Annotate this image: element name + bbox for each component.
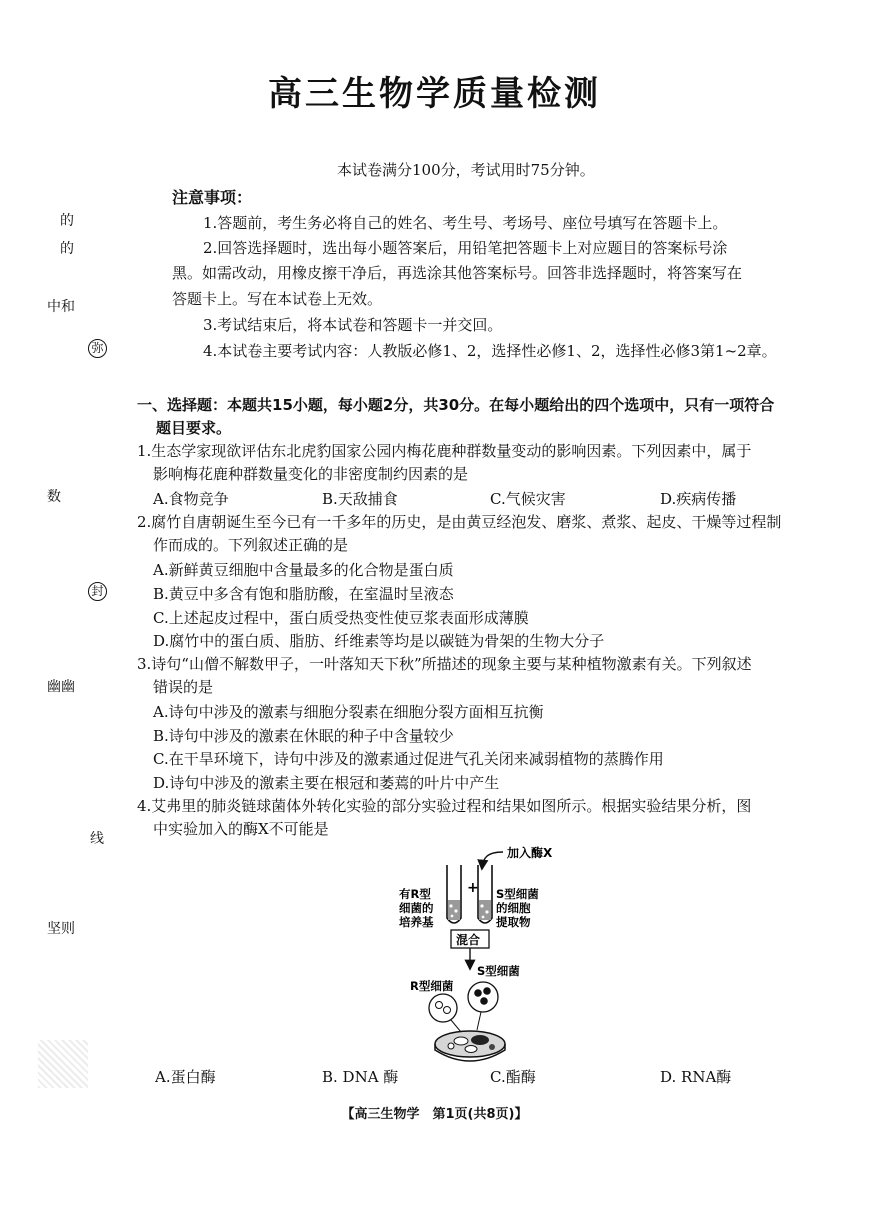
q1-option-b: B.天敌捕食 — [322, 490, 398, 508]
q2-option-a: A.新鲜黄豆细胞中含量最多的化合物是蛋白质 — [153, 561, 454, 579]
q1-stem-line-1: 1.生态学家现欲评估东北虎豹国家公园内梅花鹿种群数量变动的影响因素。下列因素中，属于 — [137, 442, 752, 460]
plus-sign: + — [467, 880, 479, 896]
r-colony-magnified — [429, 994, 461, 1032]
q2-stem-line-1: 2.腐竹自唐朝诞生至今已有一千多年的历史，是由黄豆经泡发、磨浆、煮浆、起皮、干燥等过程制 — [137, 513, 782, 531]
q4-option-c: C.酯酶 — [490, 1068, 536, 1086]
q4-option-a: A.蛋白酶 — [155, 1068, 216, 1086]
q3-stem-line-2: 错误的是 — [153, 678, 214, 696]
margin-text-3: 中和 — [47, 299, 75, 315]
right-test-tube — [478, 865, 492, 923]
left-test-tube — [447, 865, 461, 923]
notice-line-4: 答题卡上。写在本试卷上无效。 — [172, 290, 383, 308]
right-tube-label-2: 的细胞 — [496, 901, 531, 915]
mix-label: 混合 — [456, 933, 481, 947]
notice-line-1: 1.答题前，考生务必将自己的姓名、考生号、考场号、座位号填写在答题卡上。 — [203, 214, 728, 232]
q2-stem-line-2: 作而成的。下列叙述正确的是 — [153, 536, 349, 554]
right-tube-label-3: 提取物 — [496, 915, 531, 929]
s-colony-magnified — [468, 982, 498, 1030]
q3-option-d: D.诗句中涉及的激素主要在根冠和萎蔫的叶片中产生 — [153, 774, 500, 792]
q4-stem-line-1: 4.艾弗里的肺炎链球菌体外转化实验的部分实验过程和结果如图所示。根据实验结果分析，图 — [137, 797, 752, 815]
q4-stem-line-2: 中实验加入的酶X不可能是 — [153, 820, 329, 838]
left-tube-label-1: 有R型 — [399, 887, 431, 901]
q3-option-a: A.诗句中涉及的激素与细胞分裂素在细胞分裂方面相互抗衡 — [153, 703, 544, 721]
q1-option-d: D.疾病传播 — [660, 490, 737, 508]
q2-option-c: C.上述起皮过程中，蛋白质受热变性使豆浆表面形成薄膜 — [153, 609, 529, 627]
q1-stem-line-2: 影响梅花鹿种群数量变化的非密度制约因素的是 — [153, 465, 469, 483]
r-type-label: R型细菌 — [410, 979, 454, 993]
margin-text-4: 数 — [47, 489, 61, 505]
section-heading-line-2: 题目要求。 — [156, 419, 232, 437]
margin-text-2: 的 — [60, 241, 74, 257]
margin-seal-mark-1: 弥 — [88, 337, 107, 358]
right-tube-label-1: S型细菌 — [496, 887, 539, 901]
left-tube-label-2: 细菌的 — [399, 901, 434, 915]
scan-smudge — [38, 1040, 88, 1088]
notice-line-2: 2.回答选择题时，选出每小题答案后，用铅笔把答题卡上对应题目的答案标号涂 — [203, 239, 728, 257]
q3-option-c: C.在干旱环境下，诗句中涉及的激素通过促进气孔关闭来减弱植物的蒸腾作用 — [153, 750, 664, 768]
notice-line-6: 4.本试卷主要考试内容：人教版必修1、2，选择性必修1、2，选择性必修3第1~2章。 — [203, 342, 777, 360]
q4-option-b: B. DNA 酶 — [322, 1068, 399, 1086]
margin-text-6: 线 — [90, 831, 104, 847]
left-tube-label-3: 培养基 — [399, 915, 434, 929]
q1-option-a: A.食物竞争 — [153, 490, 229, 508]
q4-option-d: D. RNA酶 — [660, 1068, 732, 1086]
q2-option-d: D.腐竹中的蛋白质、脂肪、纤维素等均是以碳链为骨架的生物大分子 — [153, 632, 605, 650]
page-title: 高三生物学质量检测 — [268, 74, 601, 114]
margin-text-5: 幽幽 — [47, 679, 75, 695]
exam-subtitle: 本试卷满分100分，考试用时75分钟。 — [337, 161, 595, 179]
margin-text-1: 的 — [60, 213, 74, 229]
petri-dish — [435, 1031, 505, 1061]
q2-option-b: B.黄豆中多含有饱和脂肪酸，在室温时呈液态 — [153, 585, 454, 603]
notice-heading: 注意事项： — [172, 188, 253, 207]
q3-stem-line-1: 3.诗句“山僧不解数甲子，一叶落知天下秋”所描述的现象主要与某种植物激素有关。下列叙述 — [137, 655, 752, 673]
page-footer: 【高三生物学 第1页(共8页)】 — [341, 1107, 528, 1122]
section-heading-line-1: 一、选择题：本题共15小题，每小题2分，共30分。在每小题给出的四个选项中，只有一项符合 — [137, 396, 775, 414]
q3-option-b: B.诗句中涉及的激素在休眠的种子中含量较少 — [153, 727, 454, 745]
transformation-experiment-figure — [385, 840, 585, 1065]
notice-line-3: 黑。如需改动，用橡皮擦干净后，再选涂其他答案标号。回答非选择题时，将答案写在 — [172, 264, 743, 282]
margin-text-7: 坚则 — [47, 921, 75, 937]
add-enzyme-label: 加入酶X — [507, 846, 553, 860]
margin-seal-mark-2: 封 — [88, 580, 107, 601]
q1-option-c: C.气候灾害 — [490, 490, 566, 508]
notice-line-5: 3.考试结束后，将本试卷和答题卡一并交回。 — [203, 316, 503, 334]
s-type-label: S型细菌 — [477, 964, 520, 978]
